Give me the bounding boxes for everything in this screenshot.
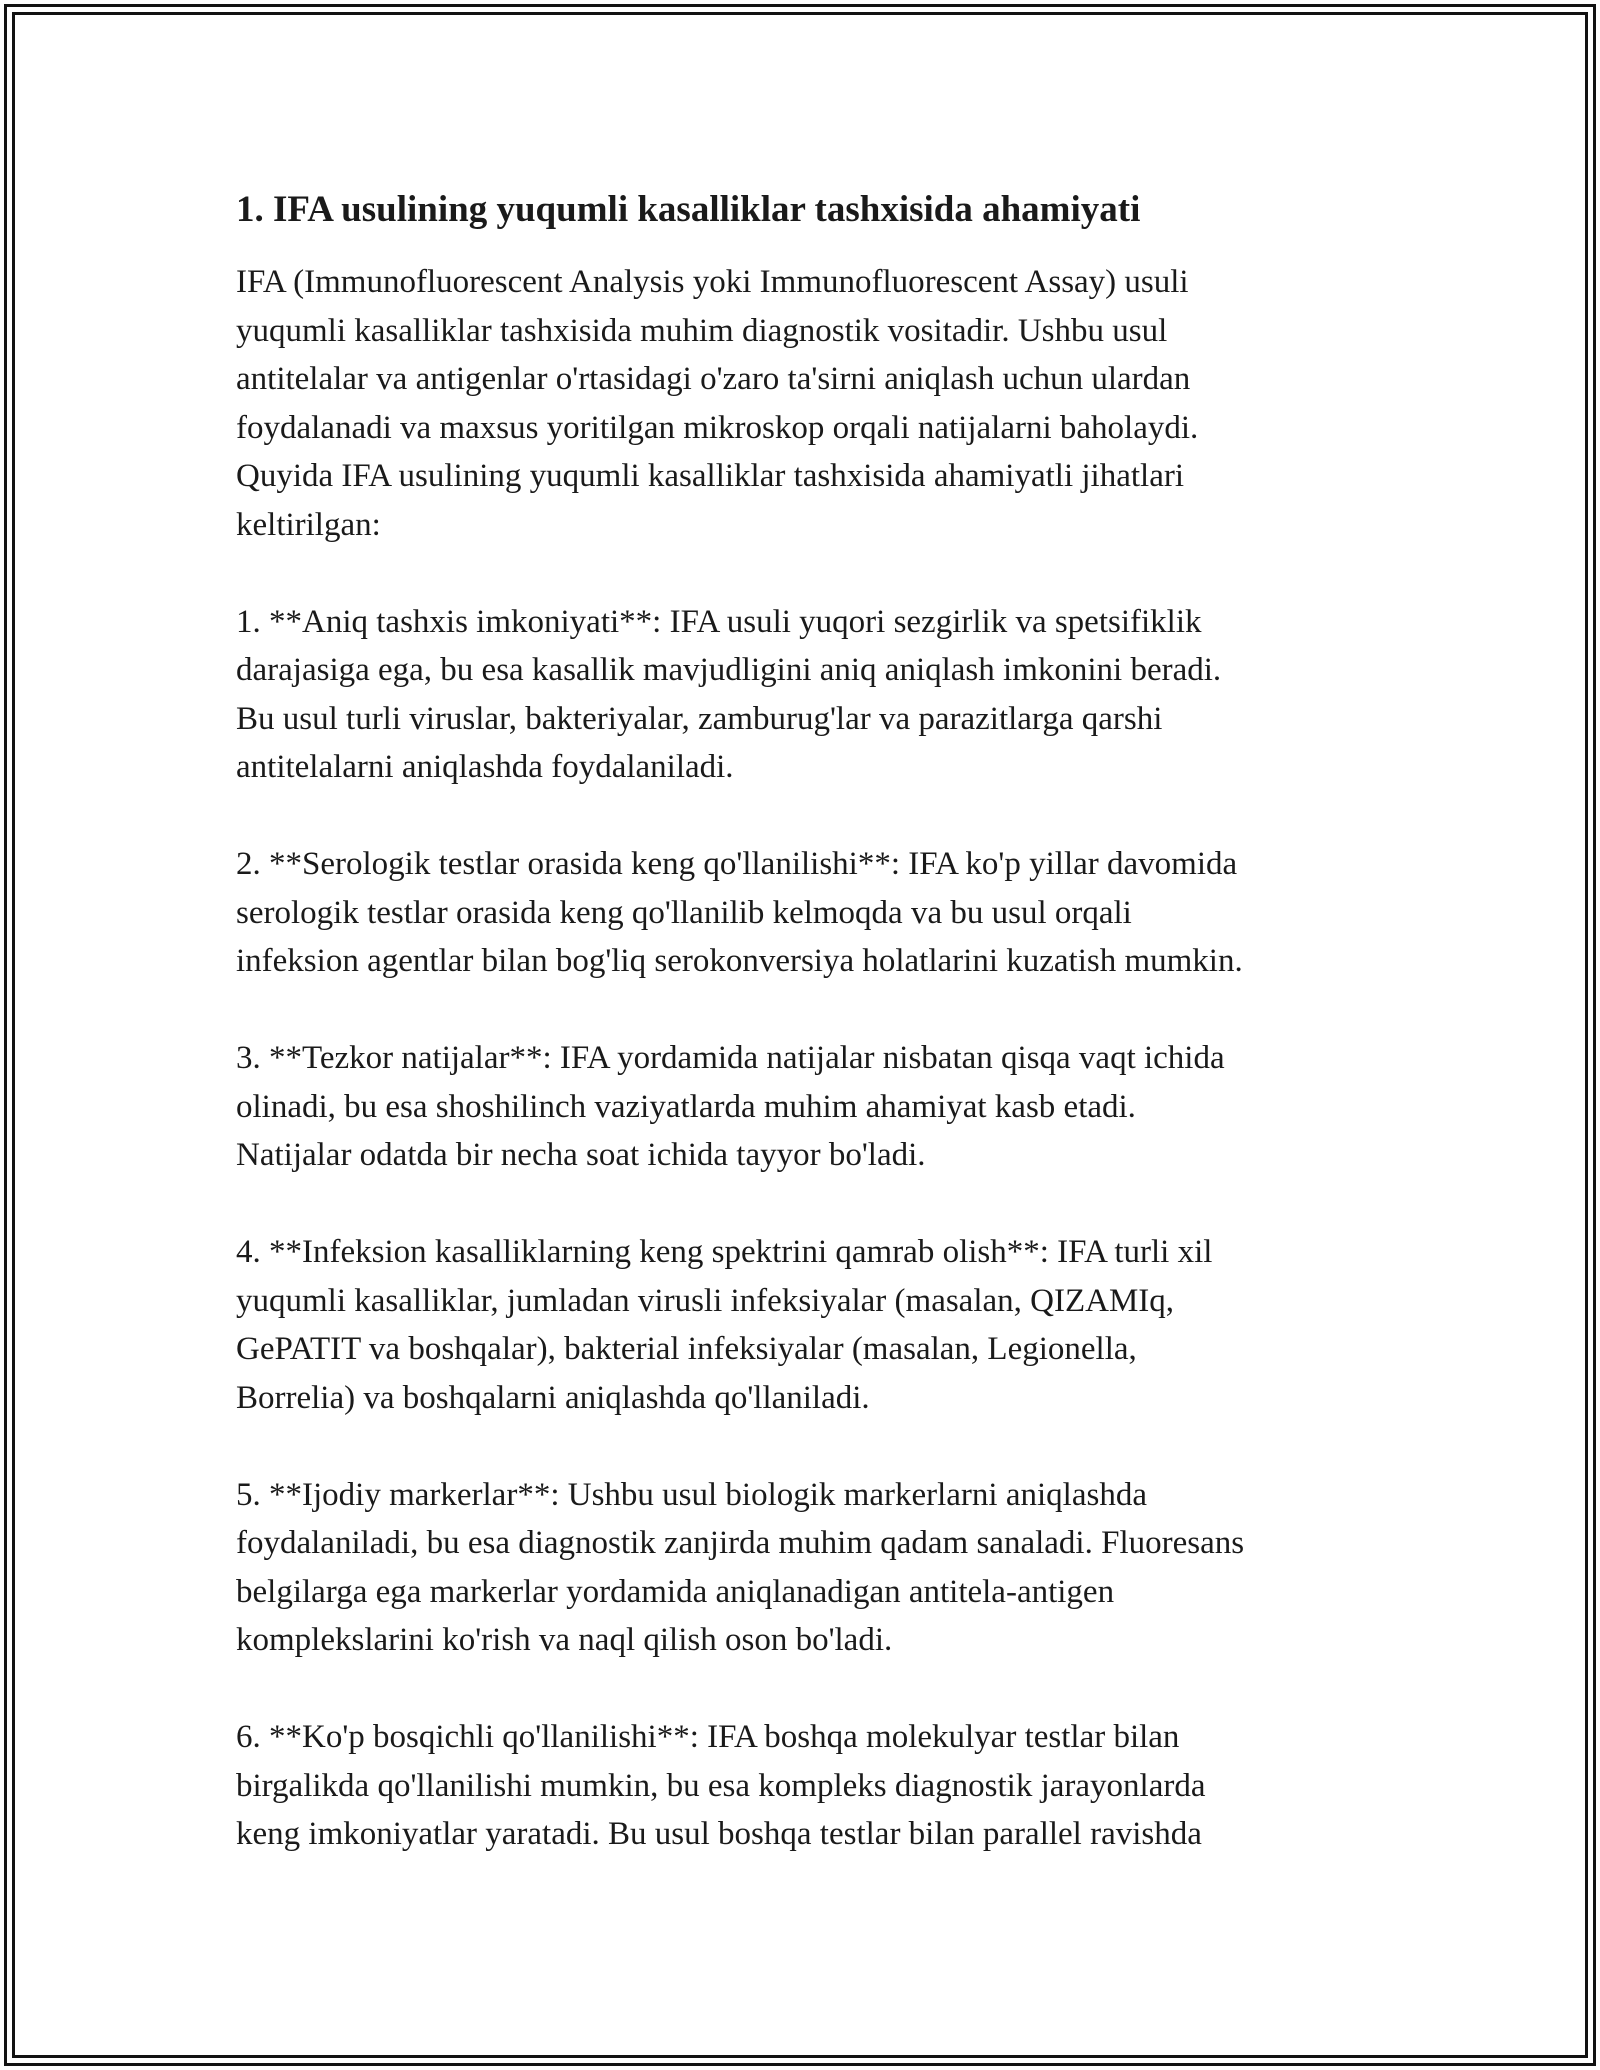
text-line: GePATIT va boshqalar), bakterial infeksiyalar (masalan, Legionella,	[236, 1331, 1137, 1367]
text-line: Bu usul turli viruslar, bakteriyalar, zamburug'lar va parazitlarga qarshi	[236, 700, 1163, 737]
document-body	[236, 186, 1376, 1907]
list-item-2	[236, 840, 1376, 986]
text-line: serologik testlar orasida keng qo'llanilib kelmoqda va bu usul orqali	[236, 894, 1132, 931]
text-line: 3. **Tezkor natijalar**: IFA yordamida natijalar nisbatan qisqa vaqt ichida	[236, 1040, 1225, 1076]
text-line: 1. **Aniq tashxis imkoniyati**: IFA usuli yuqori sezgirlik va spetsifiklik	[236, 603, 1202, 640]
text-line: keng imkoniyatlar yaratadi. Bu usul boshqa testlar bilan parallel ravishda	[236, 1816, 1202, 1852]
list-item-5	[236, 1471, 1376, 1665]
text-line: infeksion agentlar bilan bog'liq serokonversiya holatlarini kuzatish mumkin.	[236, 943, 1243, 979]
text-line: foydalanadi va maxsus yoritilgan mikroskop orqali natijalarni baholaydi.	[236, 409, 1199, 446]
text-line: Natijalar odatda bir necha soat ichida tayyor bo'ladi.	[236, 1137, 926, 1173]
text-line: komplekslarini ko'rish va naql qilish oson bo'ladi.	[236, 1622, 893, 1658]
section-heading: 1. IFA usulining yuqumli kasalliklar tashxisida ahamiyati	[236, 189, 1141, 230]
text-line: keltirilgan:	[236, 506, 381, 543]
text-line: 2. **Serologik testlar orasida keng qo'llanilishi**: IFA ko'p yillar davomida	[236, 846, 1238, 882]
text-line: birgalikda qo'llanilishi mumkin, bu esa kompleks diagnostik jarayonlarda	[236, 1767, 1206, 1804]
list-item-1	[236, 598, 1376, 792]
list-item-4	[236, 1228, 1376, 1422]
list-item-3	[236, 1034, 1376, 1180]
text-line: 4. **Infeksion kasalliklarning keng spektrini qamrab olish**: IFA turli xil	[236, 1234, 1213, 1270]
text-line: yuqumli kasalliklar tashxisida muhim diagnostik vositadir. Ushbu usul	[236, 312, 1168, 349]
text-line: foydalaniladi, bu esa diagnostik zanjirda muhim qadam sanaladi. Fluoresans	[236, 1525, 1245, 1561]
text-line: 5. **Ijodiy markerlar**: Ushbu usul biologik markerlarni aniqlashda	[236, 1476, 1147, 1513]
text-line: darajasiga ega, bu esa kasallik mavjudligini aniq aniqlash imkonini beradi.	[236, 652, 1222, 688]
text-line: Quyida IFA usulining yuqumli kasalliklar tashxisida ahamiyatli jihatlari	[236, 458, 1184, 494]
text-line: yuqumli kasalliklar, jumladan virusli infeksiyalar (masalan, QIZAMIq,	[236, 1282, 1175, 1319]
text-line: antitelalar va antigenlar o'rtasidagi o'zaro ta'sirni aniqlash uchun ulardan	[236, 361, 1191, 397]
intro-paragraph	[236, 258, 1376, 549]
list-item-6	[236, 1713, 1376, 1859]
text-line: antitelalarni aniqlashda foydalaniladi.	[236, 749, 734, 785]
text-line: belgilarga ega markerlar yordamida aniqlanadigan antitela-antigen	[236, 1573, 1115, 1610]
text-line: 6. **Ko'p bosqichli qo'llanilishi**: IFA boshqa molekulyar testlar bilan	[236, 1719, 1180, 1755]
text-line: IFA (Immunofluorescent Analysis yoki Immunofluorescent Assay) usuli	[236, 264, 1189, 300]
text-line: olinadi, bu esa shoshilinch vaziyatlarda muhim ahamiyat kasb etadi.	[236, 1088, 1136, 1125]
text-line: Borrelia) va boshqalarni aniqlashda qo'llaniladi.	[236, 1379, 870, 1416]
